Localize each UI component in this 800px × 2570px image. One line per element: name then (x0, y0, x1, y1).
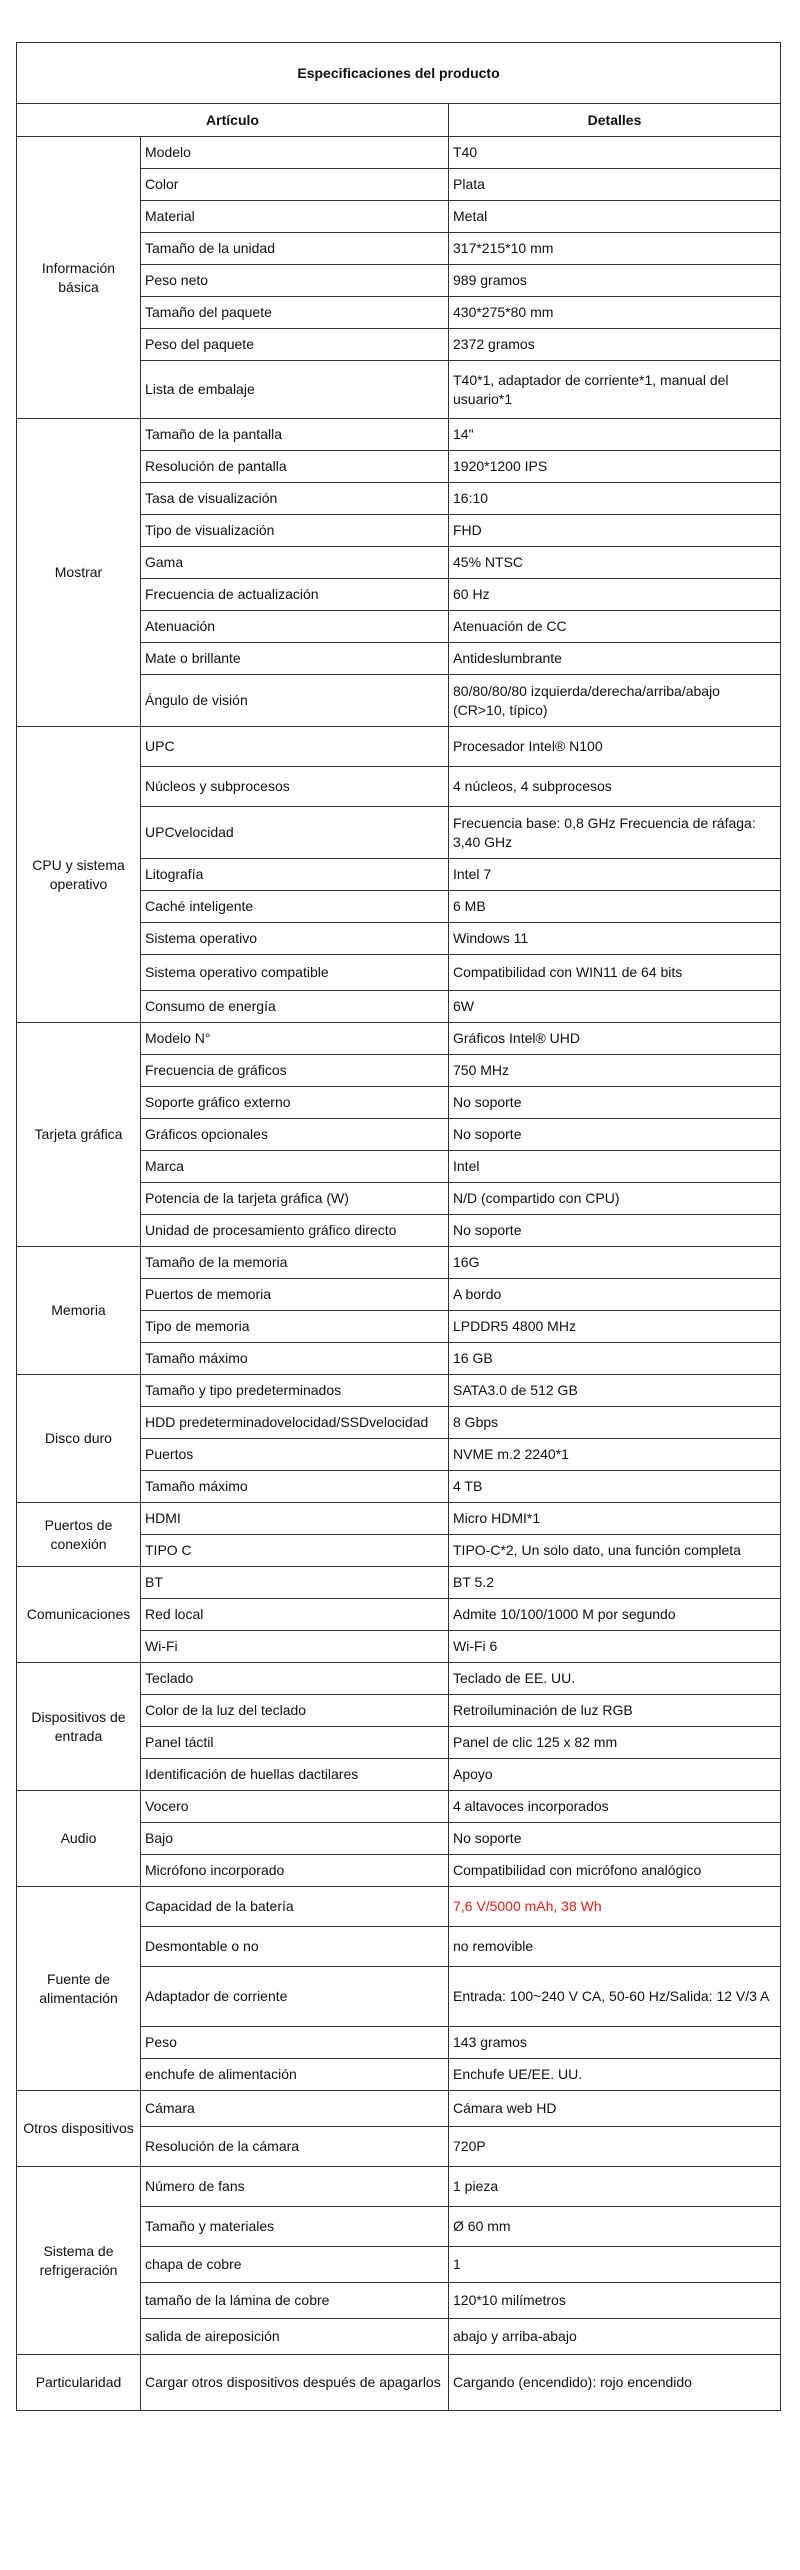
category-cell: Puertos de conexión (17, 1503, 141, 1567)
value-cell: 143 gramos (449, 2027, 781, 2059)
feature-cell: Consumo de energía (141, 991, 449, 1023)
value-cell: Frecuencia base: 0,8 GHz Frecuencia de ráfaga: 3,40 GHz (449, 807, 781, 859)
feature-cell: Peso neto (141, 265, 449, 297)
feature-cell: Teclado (141, 1663, 449, 1695)
value-cell: SATA3.0 de 512 GB (449, 1375, 781, 1407)
feature-cell: Litografía (141, 859, 449, 891)
value-cell: 989 gramos (449, 265, 781, 297)
value-cell: Compatibilidad con micrófono analógico (449, 1855, 781, 1887)
value-cell: A bordo (449, 1279, 781, 1311)
value-cell: Intel 7 (449, 859, 781, 891)
value-cell: Cargando (encendido): rojo encendido (449, 2355, 781, 2411)
spec-row (17, 1663, 781, 1695)
category-cell: Memoria (17, 1247, 141, 1375)
spec-row (17, 1375, 781, 1407)
feature-cell: enchufe de alimentación (141, 2059, 449, 2091)
spec-table (16, 42, 781, 2411)
feature-cell: Tamaño máximo (141, 1343, 449, 1375)
value-cell: Admite 10/100/1000 M por segundo (449, 1599, 781, 1631)
value-cell: Teclado de EE. UU. (449, 1663, 781, 1695)
category-cell: Información básica (17, 137, 141, 419)
category-cell: Fuente de alimentación (17, 1887, 141, 2091)
category-cell: Sistema de refrigeración (17, 2167, 141, 2355)
value-cell: No soporte (449, 1823, 781, 1855)
value-cell: 720P (449, 2127, 781, 2167)
feature-cell: Tamaño y materiales (141, 2207, 449, 2247)
value-cell: 8 Gbps (449, 1407, 781, 1439)
value-cell: 1920*1200 IPS (449, 451, 781, 483)
feature-cell: Identificación de huellas dactilares (141, 1759, 449, 1791)
feature-cell: Sistema operativo compatible (141, 955, 449, 991)
spec-row (17, 2355, 781, 2411)
spec-row (17, 727, 781, 767)
feature-cell: Frecuencia de actualización (141, 579, 449, 611)
spec-row (17, 1247, 781, 1279)
header-row (17, 104, 781, 137)
category-cell: Dispositivos de entrada (17, 1663, 141, 1791)
feature-cell: Modelo (141, 137, 449, 169)
value-cell: Micro HDMI*1 (449, 1503, 781, 1535)
value-cell: Apoyo (449, 1759, 781, 1791)
value-cell: Gráficos Intel® UHD (449, 1023, 781, 1055)
value-cell: BT 5.2 (449, 1567, 781, 1599)
value-cell: Antideslumbrante (449, 643, 781, 675)
value-cell: Retroiluminación de luz RGB (449, 1695, 781, 1727)
value-cell: Cámara web HD (449, 2091, 781, 2127)
spec-row (17, 1503, 781, 1535)
value-cell: 430*275*80 mm (449, 297, 781, 329)
value-cell: 750 MHz (449, 1055, 781, 1087)
category-cell: CPU y sistema operativo (17, 727, 141, 1023)
value-cell: Atenuación de CC (449, 611, 781, 643)
spec-sheet (16, 42, 780, 2411)
feature-cell: Tamaño de la pantalla (141, 419, 449, 451)
value-cell: LPDDR5 4800 MHz (449, 1311, 781, 1343)
spec-row (17, 2167, 781, 2207)
value-cell: No soporte (449, 1215, 781, 1247)
category-cell: Audio (17, 1791, 141, 1887)
value-cell: TIPO-C*2, Un solo dato, una función completa (449, 1535, 781, 1567)
feature-cell: Número de fans (141, 2167, 449, 2207)
feature-cell: Tipo de visualización (141, 515, 449, 547)
feature-cell: BT (141, 1567, 449, 1599)
feature-cell: UPC (141, 727, 449, 767)
value-cell: 317*215*10 mm (449, 233, 781, 265)
feature-cell: Soporte gráfico externo (141, 1087, 449, 1119)
value-cell: abajo y arriba-abajo (449, 2319, 781, 2355)
spec-row (17, 1887, 781, 1927)
feature-cell: Puertos (141, 1439, 449, 1471)
feature-cell: Ángulo de visión (141, 675, 449, 727)
feature-cell: Lista de embalaje (141, 361, 449, 419)
value-cell: 16:10 (449, 483, 781, 515)
value-cell: Entrada: 100~240 V CA, 50-60 Hz/Salida: 12 V/3 A (449, 1967, 781, 2027)
feature-cell: Atenuación (141, 611, 449, 643)
value-cell: Metal (449, 201, 781, 233)
value-cell: No soporte (449, 1087, 781, 1119)
category-cell: Disco duro (17, 1375, 141, 1503)
value-cell: Procesador Intel® N100 (449, 727, 781, 767)
value-cell: 6W (449, 991, 781, 1023)
value-cell: 45% NTSC (449, 547, 781, 579)
feature-cell: Potencia de la tarjeta gráfica (W) (141, 1183, 449, 1215)
value-cell: Intel (449, 1151, 781, 1183)
feature-cell: Tamaño de la unidad (141, 233, 449, 265)
value-cell: Compatibilidad con WIN11 de 64 bits (449, 955, 781, 991)
value-cell: 4 altavoces incorporados (449, 1791, 781, 1823)
value-cell: NVME m.2 2240*1 (449, 1439, 781, 1471)
feature-cell: Bajo (141, 1823, 449, 1855)
feature-cell: Cargar otros dispositivos después de apagarlos (141, 2355, 449, 2411)
spec-row (17, 2091, 781, 2127)
feature-cell: Micrófono incorporado (141, 1855, 449, 1887)
feature-cell: Tipo de memoria (141, 1311, 449, 1343)
feature-cell: Cámara (141, 2091, 449, 2127)
value-cell: Ø 60 mm (449, 2207, 781, 2247)
feature-cell: Material (141, 201, 449, 233)
value-cell: 6 MB (449, 891, 781, 923)
feature-cell: Frecuencia de gráficos (141, 1055, 449, 1087)
value-cell: T40 (449, 137, 781, 169)
category-cell: Mostrar (17, 419, 141, 727)
feature-cell: HDMI (141, 1503, 449, 1535)
category-cell: Particularidad (17, 2355, 141, 2411)
value-cell: FHD (449, 515, 781, 547)
value-cell: Plata (449, 169, 781, 201)
spec-row (17, 1791, 781, 1823)
value-cell: 1 pieza (449, 2167, 781, 2207)
feature-cell: Núcleos y subprocesos (141, 767, 449, 807)
value-cell: Panel de clic 125 x 82 mm (449, 1727, 781, 1759)
value-cell: 120*10 milímetros (449, 2283, 781, 2319)
feature-cell: Resolución de pantalla (141, 451, 449, 483)
feature-cell: Tamaño de la memoria (141, 1247, 449, 1279)
feature-cell: Wi-Fi (141, 1631, 449, 1663)
value-cell: 80/80/80/80 izquierda/derecha/arriba/abajo (CR>10, típico) (449, 675, 781, 727)
feature-cell: Marca (141, 1151, 449, 1183)
title-row (17, 43, 781, 104)
feature-cell: UPCvelocidad (141, 807, 449, 859)
value-cell: 16G (449, 1247, 781, 1279)
value-cell: T40*1, adaptador de corriente*1, manual del usuario*1 (449, 361, 781, 419)
value-cell: Windows 11 (449, 923, 781, 955)
value-cell: 1 (449, 2247, 781, 2283)
feature-cell: Caché inteligente (141, 891, 449, 923)
category-cell: Comunicaciones (17, 1567, 141, 1663)
feature-cell: Modelo N° (141, 1023, 449, 1055)
feature-cell: Sistema operativo (141, 923, 449, 955)
value-cell: Enchufe UE/EE. UU. (449, 2059, 781, 2091)
feature-cell: Tamaño máximo (141, 1471, 449, 1503)
value-cell: 2372 gramos (449, 329, 781, 361)
feature-cell: salida de aireposición (141, 2319, 449, 2355)
feature-cell: Peso del paquete (141, 329, 449, 361)
value-cell: no removible (449, 1927, 781, 1967)
spec-body (17, 137, 781, 2411)
feature-cell: Desmontable o no (141, 1927, 449, 1967)
value-cell: Wi-Fi 6 (449, 1631, 781, 1663)
value-cell: N/D (compartido con CPU) (449, 1183, 781, 1215)
feature-cell: Tasa de visualización (141, 483, 449, 515)
feature-cell: Color de la luz del teclado (141, 1695, 449, 1727)
feature-cell: Gama (141, 547, 449, 579)
category-cell: Tarjeta gráfica (17, 1023, 141, 1247)
feature-cell: Peso (141, 2027, 449, 2059)
value-cell: 60 Hz (449, 579, 781, 611)
feature-cell: Tamaño y tipo predeterminados (141, 1375, 449, 1407)
category-cell: Otros dispositivos (17, 2091, 141, 2167)
feature-cell: Vocero (141, 1791, 449, 1823)
feature-cell: Mate o brillante (141, 643, 449, 675)
feature-cell: HDD predeterminadovelocidad/SSDvelocidad (141, 1407, 449, 1439)
value-cell: No soporte (449, 1119, 781, 1151)
feature-cell: Gráficos opcionales (141, 1119, 449, 1151)
feature-cell: TIPO C (141, 1535, 449, 1567)
article-header: Artículo (17, 104, 449, 137)
value-cell: 14" (449, 419, 781, 451)
spec-row (17, 1567, 781, 1599)
feature-cell: Red local (141, 1599, 449, 1631)
feature-cell: tamaño de la lámina de cobre (141, 2283, 449, 2319)
feature-cell: Puertos de memoria (141, 1279, 449, 1311)
feature-cell: Adaptador de corriente (141, 1967, 449, 2027)
spec-row (17, 137, 781, 169)
value-cell: 16 GB (449, 1343, 781, 1375)
feature-cell: Color (141, 169, 449, 201)
value-cell: 7,6 V/5000 mAh, 38 Wh (449, 1887, 781, 1927)
feature-cell: Tamaño del paquete (141, 297, 449, 329)
feature-cell: chapa de cobre (141, 2247, 449, 2283)
spec-row (17, 1023, 781, 1055)
page-title: Especificaciones del producto (17, 43, 781, 104)
value-cell: 4 núcleos, 4 subprocesos (449, 767, 781, 807)
feature-cell: Capacidad de la batería (141, 1887, 449, 1927)
feature-cell: Unidad de procesamiento gráfico directo (141, 1215, 449, 1247)
value-cell: 4 TB (449, 1471, 781, 1503)
details-header: Detalles (449, 104, 781, 137)
feature-cell: Resolución de la cámara (141, 2127, 449, 2167)
spec-row (17, 419, 781, 451)
feature-cell: Panel táctil (141, 1727, 449, 1759)
